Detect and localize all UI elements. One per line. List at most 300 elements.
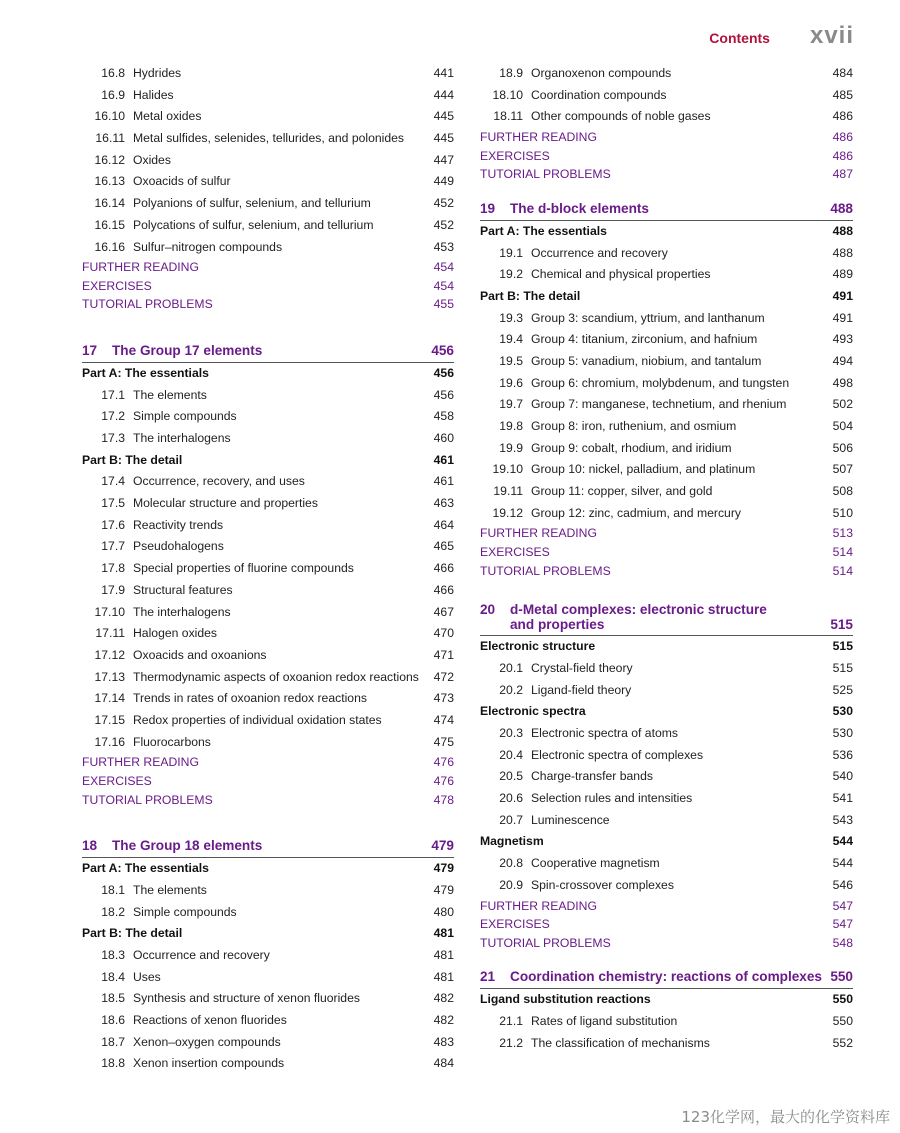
toc-end-label: TUTORIAL PROBLEMS bbox=[480, 563, 611, 578]
toc-end-label: EXERCISES bbox=[82, 278, 152, 293]
toc-end-item[interactable] bbox=[480, 147, 853, 166]
section-number: 17.11 bbox=[95, 626, 125, 641]
toc-entry[interactable] bbox=[480, 658, 853, 680]
toc-entry[interactable] bbox=[82, 1010, 454, 1032]
toc-entry[interactable] bbox=[480, 106, 853, 128]
section-heading[interactable]: Electronic structure 515 bbox=[480, 639, 853, 654]
toc-entry[interactable] bbox=[82, 645, 454, 667]
page-ref: 470 bbox=[433, 626, 454, 641]
section-number: 20.2 bbox=[499, 682, 523, 697]
section-number: 17.13 bbox=[94, 669, 125, 684]
page-ref: 466 bbox=[433, 561, 454, 576]
page-ref: 488 bbox=[832, 245, 853, 260]
toc-end-item[interactable] bbox=[82, 277, 454, 296]
section-number: 18.7 bbox=[101, 1034, 125, 1049]
part-heading[interactable]: Part A: The essentials 479 bbox=[82, 861, 454, 876]
toc-end-item[interactable] bbox=[82, 753, 454, 772]
toc-end-item[interactable] bbox=[82, 258, 454, 277]
toc-entry[interactable] bbox=[82, 406, 454, 428]
toc-entry[interactable] bbox=[82, 237, 454, 259]
section-title: Polycations of sulfur, selenium, and tellurium bbox=[133, 217, 374, 232]
section-number: 19.1 bbox=[499, 245, 523, 260]
section-title: Chemical and physical properties bbox=[531, 267, 711, 282]
section-number: 18.4 bbox=[101, 969, 125, 984]
toc-list bbox=[82, 63, 454, 258]
section-number: 19.9 bbox=[499, 440, 523, 455]
toc-end-label: TUTORIAL PROBLEMS bbox=[480, 167, 611, 182]
section-title: Occurrence and recovery bbox=[133, 947, 270, 962]
section-title: Reactions of xenon fluorides bbox=[133, 1012, 287, 1027]
section-number: 17.8 bbox=[101, 561, 125, 576]
running-title: Contents bbox=[709, 30, 770, 46]
toc-entry[interactable] bbox=[82, 710, 454, 732]
toc-entry[interactable] bbox=[82, 880, 454, 902]
section-title: Crystal-field theory bbox=[531, 660, 633, 675]
section-title: Reactivity trends bbox=[133, 517, 224, 532]
chapter-heading[interactable]: 20 d-Metal complexes: electronic structure and properties 515 bbox=[480, 594, 853, 636]
section-number: 17.5 bbox=[101, 496, 125, 511]
page-ref: 498 bbox=[832, 375, 853, 390]
section-number: 18.9 bbox=[499, 66, 523, 80]
section-number: 16.12 bbox=[94, 152, 125, 167]
toc-entry[interactable] bbox=[480, 723, 853, 745]
toc-end-item[interactable] bbox=[82, 295, 454, 314]
toc-end-label: FURTHER READING bbox=[82, 260, 199, 275]
section-number: 17.9 bbox=[101, 582, 125, 597]
toc-list bbox=[480, 63, 853, 128]
section-title: Trends in rates of oxoanion redox reactions bbox=[133, 691, 367, 706]
part-heading[interactable]: Part A: The essentials 488 bbox=[480, 223, 853, 238]
page-ref: 491 bbox=[832, 310, 853, 325]
section-number: 18.8 bbox=[101, 1056, 125, 1071]
section-number: 20.3 bbox=[499, 726, 523, 740]
toc-entry[interactable] bbox=[82, 580, 454, 602]
section-title: Ligand-field theory bbox=[531, 682, 632, 697]
page-ref: 514 bbox=[832, 545, 853, 560]
section-title: Oxoacids of sulfur bbox=[133, 174, 231, 189]
section-title: Group 4: titanium, zirconium, and hafnium bbox=[531, 332, 758, 347]
section-title: Occurrence, recovery, and uses bbox=[133, 474, 305, 489]
page-ref: 513 bbox=[832, 526, 853, 541]
page-ref: 507 bbox=[832, 462, 853, 477]
toc-end-item[interactable] bbox=[480, 915, 853, 934]
page-ref: 552 bbox=[832, 1035, 853, 1050]
toc-entry[interactable] bbox=[480, 680, 853, 702]
page-ref: 485 bbox=[832, 87, 853, 102]
page-ref: 456 bbox=[433, 387, 454, 402]
section-heading[interactable]: Magnetism 544 bbox=[480, 834, 853, 849]
section-title: Metal oxides bbox=[133, 109, 202, 124]
section-number: 17.14 bbox=[94, 691, 125, 706]
page-ref: 543 bbox=[832, 812, 853, 827]
toc-end-list bbox=[480, 128, 853, 184]
toc-entry[interactable] bbox=[82, 602, 454, 624]
toc-entry[interactable] bbox=[480, 853, 853, 875]
watermark: 123化学网，最大的化学资料库 bbox=[681, 1108, 890, 1126]
page-ref: 458 bbox=[433, 409, 454, 424]
page-ref: 487 bbox=[832, 167, 853, 182]
page-ref: 486 bbox=[832, 130, 853, 145]
section-title: Simple compounds bbox=[133, 409, 237, 424]
section-title: Synthesis and structure of xenon fluorides bbox=[133, 991, 360, 1006]
toc-end-label: EXERCISES bbox=[480, 148, 550, 163]
toc-entry[interactable] bbox=[82, 215, 454, 237]
page-ref: 449 bbox=[433, 174, 454, 189]
toc-entry[interactable] bbox=[82, 536, 454, 558]
page-ref: 454 bbox=[433, 278, 454, 293]
page-ref: 471 bbox=[433, 647, 454, 662]
section-title: The interhalogens bbox=[133, 604, 231, 619]
section-number: 17.6 bbox=[101, 517, 125, 532]
toc-end-item[interactable] bbox=[480, 562, 853, 581]
running-header bbox=[709, 22, 854, 50]
section-title: Rates of ligand substitution bbox=[531, 1013, 678, 1028]
page-ref: 530 bbox=[832, 726, 853, 740]
page-ref: 493 bbox=[832, 332, 853, 347]
section-number: 18.2 bbox=[101, 904, 125, 919]
section-number: 17.15 bbox=[94, 712, 125, 727]
toc-list bbox=[82, 385, 454, 450]
page-ref: 452 bbox=[433, 217, 454, 232]
page-ref: 474 bbox=[433, 712, 454, 727]
section-number: 16.16 bbox=[94, 239, 125, 254]
toc-end-label: EXERCISES bbox=[480, 545, 550, 560]
toc-end-item[interactable] bbox=[480, 524, 853, 543]
toc-end-label: FURTHER READING bbox=[480, 898, 597, 913]
toc-entry[interactable] bbox=[480, 373, 853, 395]
section-number: 17.2 bbox=[101, 409, 125, 424]
section-number: 21.1 bbox=[499, 1013, 523, 1028]
section-number: 16.10 bbox=[94, 109, 125, 124]
page-ref: 510 bbox=[832, 505, 853, 520]
page-ref: 482 bbox=[433, 991, 454, 1006]
section-title: Group 3: scandium, yttrium, and lanthanum bbox=[531, 310, 765, 325]
section-number: 19.2 bbox=[499, 267, 523, 282]
page-ref: 546 bbox=[832, 877, 853, 892]
section-number: 17.10 bbox=[94, 604, 125, 619]
page-ref: 536 bbox=[832, 747, 853, 762]
toc-entry[interactable] bbox=[480, 394, 853, 416]
section-title: Redox properties of individual oxidation states bbox=[133, 712, 382, 727]
section-title: Electronic spectra of atoms bbox=[531, 726, 678, 740]
section-title: Xenon insertion compounds bbox=[133, 1056, 285, 1071]
toc-entry[interactable] bbox=[480, 1033, 853, 1055]
toc-end-label: TUTORIAL PROBLEMS bbox=[82, 792, 213, 807]
toc-entry[interactable] bbox=[480, 875, 853, 897]
section-number: 20.9 bbox=[499, 877, 523, 892]
section-number: 19.12 bbox=[492, 505, 523, 520]
toc-entry[interactable] bbox=[82, 471, 454, 493]
page-ref: 486 bbox=[832, 148, 853, 163]
page-ref: 461 bbox=[433, 474, 454, 489]
page-ref: 460 bbox=[433, 431, 454, 446]
toc-entry[interactable] bbox=[82, 385, 454, 407]
section-number: 19.6 bbox=[499, 375, 523, 390]
toc-end-item[interactable] bbox=[480, 897, 853, 916]
page-ref: 445 bbox=[433, 131, 454, 146]
section-title: Group 10: nickel, palladium, and platinum bbox=[531, 462, 756, 477]
section-title: The elements bbox=[133, 387, 207, 402]
section-title: Luminescence bbox=[531, 812, 610, 827]
section-number: 17.1 bbox=[101, 387, 125, 402]
toc-end-item[interactable] bbox=[480, 165, 853, 184]
page-ref: 547 bbox=[832, 898, 853, 913]
page-ref: 464 bbox=[433, 517, 454, 532]
page-ref: 484 bbox=[832, 66, 853, 80]
section-title: Hydrides bbox=[133, 66, 182, 80]
section-title: Group 7: manganese, technetium, and rhenium bbox=[531, 397, 787, 412]
toc-entry[interactable] bbox=[82, 106, 454, 128]
part-heading[interactable]: Part B: The detail 491 bbox=[480, 288, 853, 303]
toc-end-item[interactable] bbox=[82, 791, 454, 810]
page-ref: 540 bbox=[832, 769, 853, 784]
section-title: Oxides bbox=[133, 152, 171, 167]
page-ref: 548 bbox=[832, 935, 853, 950]
toc-entry[interactable] bbox=[480, 329, 853, 351]
section-title: Organoxenon compounds bbox=[531, 66, 672, 80]
toc-entry[interactable] bbox=[82, 967, 454, 989]
toc-end-list bbox=[480, 897, 853, 953]
toc-entry[interactable] bbox=[480, 243, 853, 265]
chapter-heading[interactable]: 21 Coordination chemistry: reactions of complexes 550 bbox=[480, 966, 853, 989]
toc-entry[interactable] bbox=[82, 150, 454, 172]
section-number: 17.3 bbox=[101, 431, 125, 446]
toc-entry[interactable] bbox=[480, 788, 853, 810]
page-ref: 447 bbox=[433, 152, 454, 167]
chapter-heading[interactable]: 18 The Group 18 elements 479 bbox=[82, 835, 454, 858]
toc-list bbox=[480, 853, 853, 896]
toc-entry[interactable] bbox=[480, 481, 853, 503]
toc-list bbox=[480, 1011, 853, 1054]
section-number: 16.9 bbox=[101, 87, 125, 102]
page-ref: 478 bbox=[433, 792, 454, 807]
chapter-heading[interactable]: 19 The d-block elements 488 bbox=[480, 198, 853, 221]
toc-end-label: FURTHER READING bbox=[480, 130, 597, 145]
page-ref: 475 bbox=[433, 734, 454, 749]
toc-entry[interactable] bbox=[480, 810, 853, 832]
section-title: Group 11: copper, silver, and gold bbox=[531, 484, 713, 499]
toc-end-label: FURTHER READING bbox=[82, 755, 199, 770]
page-ref: 482 bbox=[433, 1012, 454, 1027]
section-number: 19.3 bbox=[499, 310, 523, 325]
section-title: Charge-transfer bands bbox=[531, 769, 653, 784]
page-ref: 453 bbox=[433, 239, 454, 254]
page-ref: 445 bbox=[433, 109, 454, 124]
toc-entry[interactable] bbox=[82, 515, 454, 537]
section-title: Occurrence and recovery bbox=[531, 245, 668, 260]
toc-entry[interactable] bbox=[480, 416, 853, 438]
toc-entry[interactable] bbox=[82, 1032, 454, 1054]
section-title: Group 8: iron, ruthenium, and osmium bbox=[531, 419, 737, 434]
section-number: 16.15 bbox=[94, 217, 125, 232]
toc-entry[interactable] bbox=[82, 428, 454, 450]
section-title: Other compounds of noble gases bbox=[531, 109, 711, 124]
page-ref: 486 bbox=[832, 109, 853, 124]
page-ref: 476 bbox=[433, 755, 454, 770]
toc-list bbox=[480, 723, 853, 831]
toc-end-item[interactable] bbox=[480, 543, 853, 562]
toc-entry[interactable] bbox=[82, 902, 454, 924]
section-title: Polyanions of sulfur, selenium, and tellurium bbox=[133, 196, 371, 211]
section-number: 16.11 bbox=[95, 131, 125, 146]
toc-entry[interactable] bbox=[82, 988, 454, 1010]
toc-end-item[interactable] bbox=[480, 128, 853, 147]
section-number: 21.2 bbox=[499, 1035, 523, 1050]
section-number: 18.11 bbox=[493, 109, 523, 124]
section-title: The classification of mechanisms bbox=[531, 1035, 710, 1050]
toc-entry[interactable] bbox=[480, 308, 853, 330]
section-number: 16.8 bbox=[101, 66, 125, 80]
toc-entry[interactable] bbox=[82, 171, 454, 193]
page-ref: 479 bbox=[433, 882, 454, 897]
page-ref: 504 bbox=[832, 419, 853, 434]
toc-end-label: EXERCISES bbox=[480, 917, 550, 932]
toc-entry[interactable] bbox=[82, 85, 454, 107]
toc-entry[interactable] bbox=[82, 667, 454, 689]
page-ref: 481 bbox=[433, 947, 454, 962]
section-title: The interhalogens bbox=[133, 431, 231, 446]
toc-entry[interactable] bbox=[480, 351, 853, 373]
section-number: 17.16 bbox=[94, 734, 125, 749]
section-title: Metal sulfides, selenides, tellurides, and polonides bbox=[133, 131, 404, 146]
toc-entry[interactable] bbox=[82, 128, 454, 150]
section-title: Halogen oxides bbox=[133, 626, 218, 641]
toc-end-label: EXERCISES bbox=[82, 773, 152, 788]
section-number: 18.1 bbox=[101, 882, 125, 897]
toc-list bbox=[82, 945, 454, 1075]
toc-entry[interactable] bbox=[82, 1053, 454, 1075]
toc-entry[interactable] bbox=[82, 623, 454, 645]
page-ref: 455 bbox=[433, 297, 454, 312]
toc-entry[interactable] bbox=[480, 264, 853, 286]
toc-entry[interactable] bbox=[82, 732, 454, 754]
toc-entry[interactable] bbox=[82, 493, 454, 515]
toc-entry[interactable] bbox=[480, 85, 853, 107]
page-ref: 502 bbox=[832, 397, 853, 412]
toc-entry[interactable] bbox=[480, 766, 853, 788]
chapter-heading[interactable]: 17 The Group 17 elements 456 bbox=[82, 340, 454, 363]
page-number: xvii bbox=[809, 22, 854, 49]
page-ref: 444 bbox=[433, 87, 454, 102]
page-ref: 494 bbox=[832, 353, 853, 368]
section-number: 18.10 bbox=[492, 87, 523, 102]
section-number: 17.4 bbox=[101, 474, 125, 489]
section-number: 17.12 bbox=[94, 647, 125, 662]
section-title: Xenon–oxygen compounds bbox=[133, 1034, 281, 1049]
section-number: 19.11 bbox=[493, 484, 523, 499]
toc-list bbox=[82, 471, 454, 753]
page-ref: 454 bbox=[433, 260, 454, 275]
part-heading[interactable]: Part A: The essentials 456 bbox=[82, 365, 454, 380]
section-title: Sulfur–nitrogen compounds bbox=[133, 239, 283, 254]
toc-end-list bbox=[82, 258, 454, 314]
section-title: Oxoacids and oxoanions bbox=[133, 647, 267, 662]
page-ref: 515 bbox=[832, 660, 853, 675]
section-title: Group 9: cobalt, rhodium, and iridium bbox=[531, 440, 732, 455]
toc-end-list bbox=[480, 524, 853, 580]
section-number: 20.7 bbox=[499, 812, 523, 827]
page-ref: 484 bbox=[433, 1056, 454, 1071]
section-number: 19.7 bbox=[499, 397, 523, 412]
toc-entry[interactable] bbox=[82, 558, 454, 580]
toc-end-label: TUTORIAL PROBLEMS bbox=[480, 935, 611, 950]
section-title: Selection rules and intensities bbox=[531, 791, 693, 806]
section-title: Thermodynamic aspects of oxoanion redox reactions bbox=[133, 669, 419, 684]
section-title: Fluorocarbons bbox=[133, 734, 211, 749]
page-ref: 441 bbox=[433, 66, 454, 80]
page-ref: 547 bbox=[832, 917, 853, 932]
section-number: 19.5 bbox=[499, 353, 523, 368]
toc-entry[interactable] bbox=[480, 459, 853, 481]
page-ref: 467 bbox=[433, 604, 454, 619]
toc-list bbox=[480, 658, 853, 701]
section-title: Cooperative magnetism bbox=[531, 856, 660, 871]
page-ref: 506 bbox=[832, 440, 853, 455]
section-heading[interactable]: Ligand substitution reactions 550 bbox=[480, 992, 853, 1007]
toc-entry[interactable] bbox=[82, 945, 454, 967]
section-number: 20.4 bbox=[499, 747, 523, 762]
section-title: Pseudohalogens bbox=[133, 539, 224, 554]
section-number: 20.1 bbox=[499, 660, 523, 675]
page-ref: 508 bbox=[832, 484, 853, 499]
toc-entry[interactable] bbox=[82, 193, 454, 215]
section-number: 17.7 bbox=[101, 539, 125, 554]
page-ref: 472 bbox=[433, 669, 454, 684]
toc-entry[interactable] bbox=[82, 688, 454, 710]
page-ref: 541 bbox=[832, 791, 853, 806]
toc-entry[interactable] bbox=[82, 63, 454, 85]
toc-entry[interactable] bbox=[480, 745, 853, 767]
toc-entry[interactable] bbox=[480, 63, 853, 85]
page-ref: 465 bbox=[433, 539, 454, 554]
section-title: Special properties of fluorine compounds bbox=[133, 561, 354, 576]
toc-entry[interactable] bbox=[480, 438, 853, 460]
page-ref: 481 bbox=[433, 969, 454, 984]
toc-end-item[interactable] bbox=[82, 772, 454, 791]
page-ref: 550 bbox=[832, 1013, 853, 1028]
toc-end-label: TUTORIAL PROBLEMS bbox=[82, 297, 213, 312]
section-number: 18.3 bbox=[101, 947, 125, 962]
page-ref: 525 bbox=[832, 682, 853, 697]
section-title: Electronic spectra of complexes bbox=[531, 747, 704, 762]
page-ref: 483 bbox=[433, 1034, 454, 1049]
section-number: 20.6 bbox=[499, 791, 523, 806]
toc-column-right bbox=[480, 63, 853, 1054]
page-ref: 476 bbox=[433, 773, 454, 788]
section-title: Structural features bbox=[133, 582, 233, 597]
page-ref: 489 bbox=[832, 267, 853, 282]
toc-end-label: FURTHER READING bbox=[480, 526, 597, 541]
toc-list bbox=[480, 308, 853, 525]
page-ref: 480 bbox=[433, 904, 454, 919]
toc-entry[interactable] bbox=[480, 1011, 853, 1033]
section-number: 16.14 bbox=[94, 196, 125, 211]
part-heading[interactable]: Part B: The detail 461 bbox=[82, 452, 454, 467]
section-title: Spin-crossover complexes bbox=[531, 877, 674, 892]
page-ref: 473 bbox=[433, 691, 454, 706]
section-heading[interactable]: Electronic spectra 530 bbox=[480, 704, 853, 719]
toc-entry[interactable] bbox=[480, 503, 853, 525]
toc-list bbox=[82, 880, 454, 923]
section-number: 16.13 bbox=[94, 174, 125, 189]
section-number: 19.4 bbox=[499, 332, 523, 347]
toc-end-item[interactable] bbox=[480, 934, 853, 953]
part-heading[interactable]: Part B: The detail 481 bbox=[82, 926, 454, 941]
toc-end-list bbox=[82, 753, 454, 809]
section-number: 19.10 bbox=[492, 462, 523, 477]
section-number: 18.5 bbox=[101, 991, 125, 1006]
page-ref: 544 bbox=[832, 856, 853, 871]
